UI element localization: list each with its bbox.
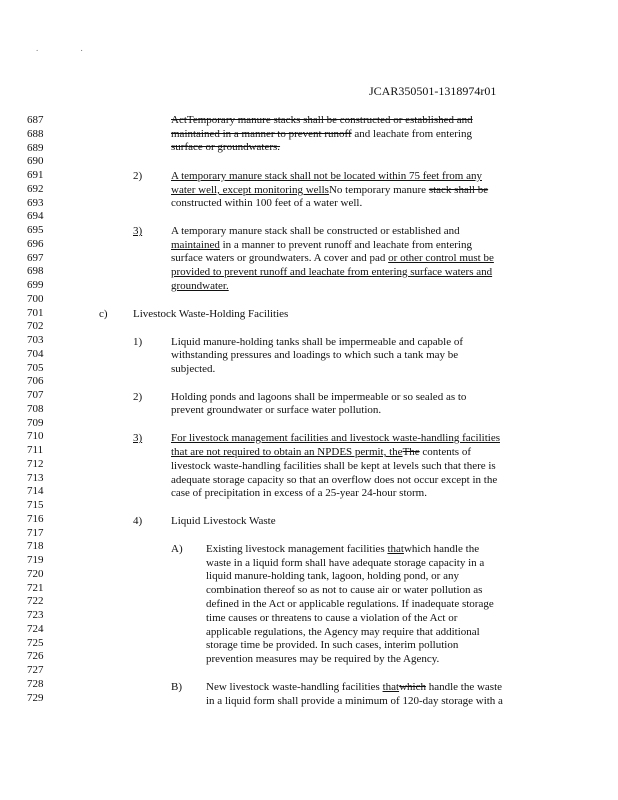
line-number: 708 [27, 402, 44, 415]
text-line: waste in a liquid form shall have adequate storage capacity in a [206, 557, 485, 569]
text-line: time causes or threatens to cause a violation of the Act or [206, 612, 458, 624]
text-line: surface or groundwaters. [171, 141, 281, 153]
text-line: liquid manure-holding tank, lagoon, holding pond, or any [206, 570, 459, 582]
item-label: 2) [133, 170, 143, 182]
line-number: 693 [27, 196, 44, 209]
line-number: 692 [27, 182, 44, 195]
text-line: defined in the Act or applicable regulations. If inadequate storage [206, 598, 494, 610]
line-number: 728 [27, 677, 44, 690]
line-number: 687 [27, 114, 44, 126]
line-number: 726 [27, 650, 44, 663]
line-number: 705 [27, 361, 44, 374]
text-line: in a liquid form shall provide a minimum of 120-day storage with a [206, 695, 503, 707]
text-line: adequate storage capacity so that an overflow does not occur except in the [171, 474, 498, 486]
line-number: 704 [27, 347, 44, 360]
text-line: applicable regulations, the Agency may require that additional [206, 626, 480, 638]
text-line: subjected. [171, 363, 216, 375]
line-number: 709 [27, 416, 44, 429]
line-number: 719 [27, 554, 44, 566]
text-line: surface waters or groundwaters. A cover and pad or other control must be [171, 252, 494, 264]
line-number: 695 [27, 224, 44, 236]
line-number: 698 [27, 265, 44, 278]
line-number: 710 [27, 430, 44, 443]
line-number: 703 [27, 334, 44, 346]
line-number: 711 [27, 444, 44, 456]
section-label: c) [99, 308, 108, 320]
line-number: 717 [27, 526, 44, 539]
document-id: JCAR350501-1318974r01 [369, 84, 497, 98]
item-label: 3) [133, 225, 143, 237]
line-number: 702 [27, 320, 44, 333]
line-number: 690 [27, 155, 44, 168]
line-number: 697 [27, 251, 44, 264]
text-line: maintained in a manner to prevent runoff and leachate from entering [171, 128, 472, 140]
text-line: that are not required to obtain an NPDES permit, theThe contents of [171, 446, 471, 458]
section-title: Livestock Waste-Holding Facilities [133, 308, 289, 320]
text-line: storage time be provided. In such cases, interim pollution [206, 639, 459, 651]
line-number: 700 [27, 292, 44, 305]
text-line: A temporary manure stack shall be constructed or established and [171, 225, 460, 237]
item-label: 1) [133, 336, 143, 348]
item-label: 3) [133, 432, 143, 444]
text-line: Liquid manure-holding tanks shall be impermeable and capable of [171, 336, 464, 348]
line-number: 691 [27, 169, 44, 181]
text-line: maintained in a manner to prevent runoff and leachate from entering [171, 239, 472, 251]
line-number: 694 [27, 210, 44, 223]
text-line: A temporary manure stack shall not be located within 75 feet from any [171, 170, 482, 182]
text-line: prevention measures may be required by the Agency. [206, 653, 440, 665]
text-line: Existing livestock management facilities thatwhich handle the [206, 543, 480, 555]
line-number: 725 [27, 636, 44, 649]
text-line: withstanding pressures and loadings to which such a tank may be [171, 349, 459, 361]
line-number: 696 [27, 237, 44, 250]
line-number: 699 [27, 279, 44, 291]
line-number: 718 [27, 540, 44, 553]
line-number: 722 [27, 595, 44, 608]
text-line: For livestock management facilities and livestock waste-handling facilities [171, 432, 500, 444]
text-line: Holding ponds and lagoons shall be impermeable or so sealed as to [171, 391, 467, 403]
text-line: constructed within 100 feet of a water well. [171, 197, 363, 209]
text-line: livestock waste-handling facilities shall be kept at levels such that there is [171, 460, 496, 472]
line-number: 688 [27, 127, 44, 140]
text-line: groundwater. [171, 280, 229, 292]
item-label: 2) [133, 391, 143, 403]
text-line: combination thereof so as not to cause air or water pollution as [206, 584, 483, 596]
item-label: B) [171, 681, 182, 693]
line-number: 701 [27, 306, 44, 319]
line-number: 721 [27, 581, 44, 594]
text-line: case of precipitation in excess of a 25-year 24-hour storm. [171, 487, 427, 499]
text-line: provided to prevent runoff and leachate from entering surface waters and [171, 266, 493, 278]
text-line: water well, except monitoring wellsNo temporary manure stack shall be [171, 184, 489, 196]
line-number: 714 [27, 485, 44, 498]
text-line: New livestock waste-handling facilities thatwhich handle the waste [206, 681, 503, 693]
text-line: ActTemporary manure stacks shall be constructed or established and [171, 114, 473, 126]
line-number: 727 [27, 664, 44, 676]
subsection-title: Liquid Livestock Waste [171, 515, 276, 527]
line-number: 689 [27, 141, 44, 154]
line-number: 724 [27, 622, 44, 635]
item-label: 4) [133, 515, 143, 527]
item-label: A) [171, 543, 183, 555]
line-number: 712 [27, 457, 44, 470]
scan-specks: . . [36, 43, 103, 53]
line-number: 706 [27, 375, 44, 388]
line-number: 707 [27, 389, 44, 401]
text-line: prevent groundwater or surface water pollution. [171, 404, 382, 416]
line-number: 729 [27, 691, 44, 704]
line-number: 720 [27, 567, 44, 580]
line-number: 716 [27, 512, 44, 525]
line-number: 715 [27, 499, 44, 511]
line-number: 713 [27, 471, 44, 484]
line-number: 723 [27, 609, 44, 621]
